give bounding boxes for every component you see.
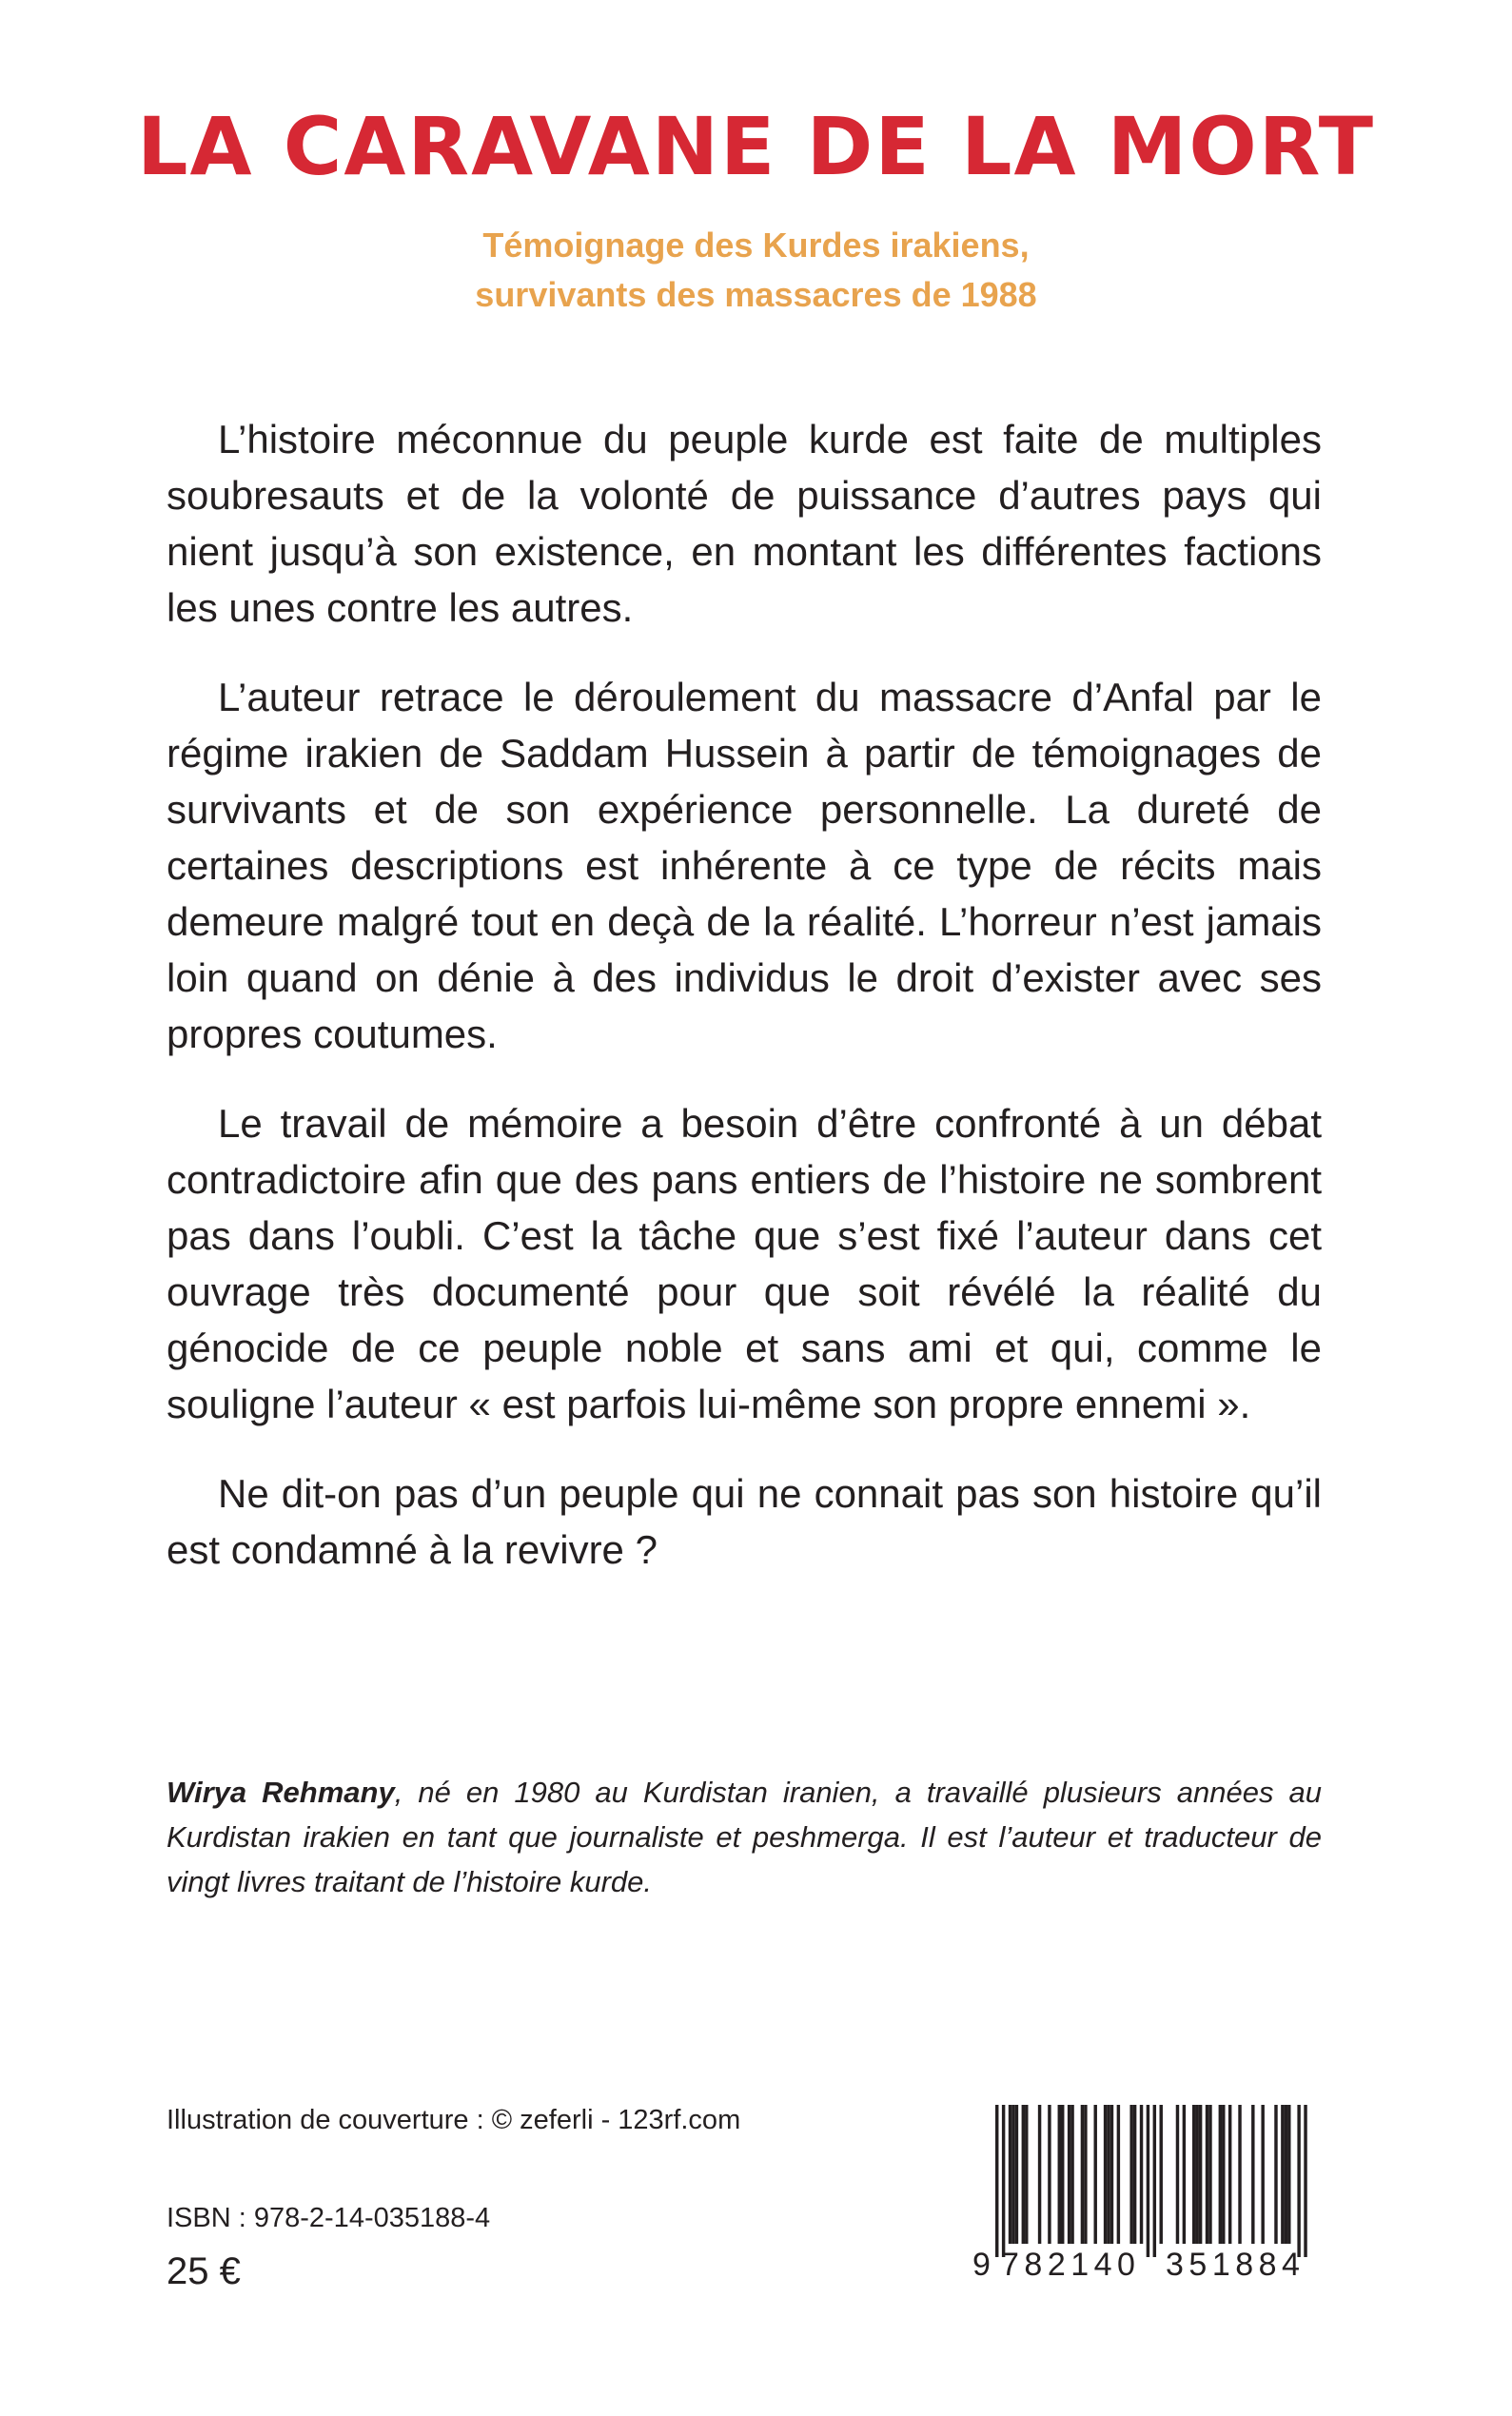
barcode-bar (1094, 2105, 1097, 2244)
blurb-paragraph-1: L’histoire méconnue du peuple kurde est faite de multiples soubresauts et de la volonté de puissance d’autres pays qui nient jusqu’à son existence, en montant les différentes factions les unes contre les autres. (167, 417, 1322, 630)
barcode-bar (1025, 2105, 1028, 2244)
barcode-bar (1219, 2105, 1222, 2244)
barcode-bar (1140, 2105, 1143, 2244)
barcode-bar (1195, 2105, 1198, 2244)
barcode-bar (1183, 2105, 1186, 2244)
author-bio (167, 1770, 1322, 1904)
author-name: Wirya Rehmany (167, 1776, 395, 1809)
barcode-first-digit: 9 (972, 2247, 991, 2283)
barcode-bar (1192, 2105, 1195, 2244)
barcode-bar (1009, 2105, 1011, 2244)
barcode-bar (1153, 2105, 1156, 2257)
barcode-bar (1110, 2105, 1113, 2244)
barcode-bar (1274, 2105, 1277, 2244)
barcode-bar (1038, 2105, 1041, 2244)
barcode-bar (1011, 2105, 1014, 2244)
barcode-bar (1147, 2105, 1149, 2257)
blurb-paragraph-3: Le travail de mémoire a besoin d’être confronté à un débat contradictoire afin que des pans entiers de l’histoire ne sombrent pas dans l’oubli. C’est la tâche que s’est fixé l’auteur dans cet ouvrage très documenté pour que soit révélé la réalité du génocide de ce peuple noble et sans ami et qui, comme le souligne l’auteur « est parfois lui-même son propre ennemi ». (167, 1101, 1322, 1426)
barcode-bar (1176, 2105, 1179, 2244)
barcode-bar (1015, 2105, 1018, 2244)
barcode-right-digits: 351884 (1166, 2247, 1306, 2283)
price: 25 € (167, 2250, 241, 2292)
barcode-bar (1048, 2105, 1051, 2244)
author-bio-text: , né en 1980 au Kurdistan iranien, a travaillé plusieurs années au Kurdistan irakien en tant que journaliste et peshmerga. Il est l’auteur et traducteur de vingt livres traitant de l’histoire kurde. (167, 1776, 1322, 1898)
barcode-bar (1304, 2105, 1306, 2257)
blurb-paragraph-2: L’auteur retrace le déroulement du massacre d’Anfal par le régime irakien de Saddam Hussein à partir de témoignages de survivants et de son expérience personnelle. La dureté de certaines descriptions est inhérente à ce type de récits mais demeure malgré tout en deçà de la réalité. L’horreur n’est jamais loin quand on dénie à des individus le droit d’exister avec ses propres coutumes. (167, 675, 1322, 1056)
barcode-bar (1068, 2105, 1070, 2244)
barcode-bar (1160, 2105, 1163, 2244)
barcode-bar (1117, 2105, 1120, 2244)
barcode-bar (1251, 2105, 1254, 2244)
barcode-bar (1297, 2105, 1300, 2257)
barcode-bar (1206, 2105, 1208, 2244)
barcode-bar (1133, 2105, 1136, 2244)
subtitle-line-1: Témoignage des Kurdes irakiens, (482, 226, 1030, 265)
barcode-bar (1208, 2105, 1211, 2244)
barcode-bar (1228, 2105, 1231, 2244)
barcode-bar (995, 2105, 998, 2257)
barcode-bar (1238, 2105, 1241, 2244)
barcode-bar (1022, 2105, 1025, 2244)
barcode-bar (1222, 2105, 1225, 2244)
barcode-bar (1104, 2105, 1107, 2244)
barcode-bar (1058, 2105, 1061, 2244)
barcode-bar (1081, 2105, 1084, 2244)
barcode-bar (1084, 2105, 1087, 2244)
book-subtitle (0, 221, 1512, 320)
barcode-bar (1281, 2105, 1284, 2244)
subtitle-line-2: survivants des massacres de 1988 (475, 275, 1037, 314)
barcode (972, 2105, 1322, 2286)
barcode-bar (1285, 2105, 1287, 2244)
book-title: LA CARAVANE DE LA MORT (136, 100, 1375, 193)
blurb-paragraph-4: Ne dit-on pas d’un peuple qui ne connait pas son histoire qu’il est condamné à la revivre ? (167, 1471, 1322, 1572)
blurb (167, 411, 1322, 1611)
barcode-bar (1199, 2105, 1202, 2244)
barcode-bar (1261, 2105, 1264, 2244)
illustration-credit: Illustration de couverture : © zeferli - 123rf.com (167, 2105, 741, 2135)
isbn: ISBN : 978-2-14-035188-4 (167, 2203, 491, 2233)
barcode-bar (1287, 2105, 1290, 2244)
barcode-bar (1129, 2105, 1132, 2244)
barcode-bar (1002, 2105, 1005, 2257)
barcode-bar (1107, 2105, 1109, 2244)
barcode-bar (1061, 2105, 1064, 2244)
barcode-bar (1070, 2105, 1073, 2244)
barcode-left-digits: 782140 (1001, 2247, 1141, 2283)
